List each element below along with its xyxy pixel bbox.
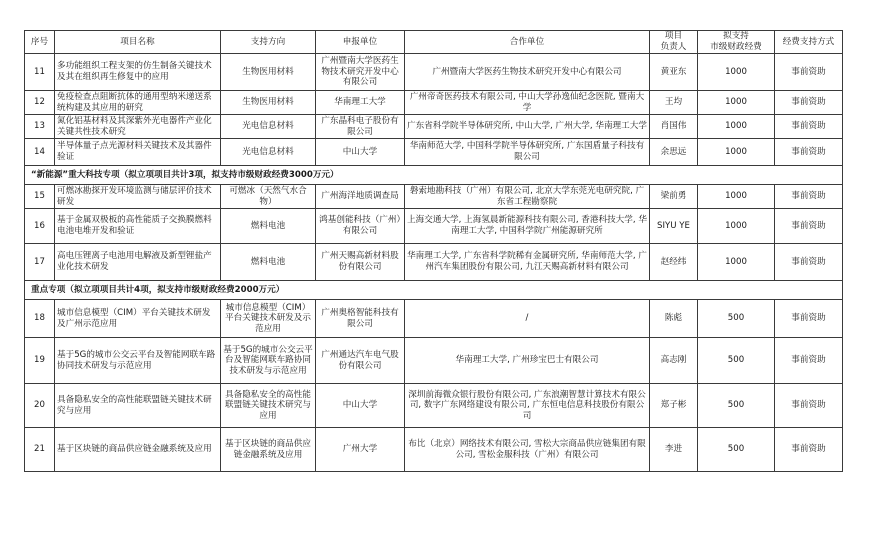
- applicant-cell: 广州通达汽车电气股份有限公司: [316, 338, 405, 384]
- header-direction: 支持方向: [221, 31, 316, 54]
- method-cell: 事前资助: [775, 91, 843, 115]
- table-row: [25, 300, 843, 338]
- partners-cell: 广东省科学院半导体研究所, 中山大学, 广州大学, 华南理工大学: [405, 115, 650, 139]
- direction-cell: 生物医用材料: [221, 54, 316, 91]
- method-cell: 事前资助: [775, 54, 843, 91]
- section-header-key-project: [25, 281, 843, 300]
- partners-cell: 广州帝奇医药技术有限公司, 中山大学孙逸仙纪念医院, 暨南大学: [405, 91, 650, 115]
- funding-cell: 1000: [698, 185, 775, 209]
- project-table: [24, 30, 843, 472]
- name-cell: 城市信息模型（CIM）平台关键技术研发及广州示范应用: [55, 300, 221, 338]
- name-cell: 高电压锂离子电池用电解液及新型锂盐产业化技术研发: [55, 244, 221, 281]
- direction-cell: 光电信息材料: [221, 115, 316, 139]
- partners-cell: 深圳前海微众银行股份有限公司, 广东浪潮智慧计算技术有限公司, 数字广东网络建设有限公司, 广东恒电信息科技股份有限公司: [405, 384, 650, 428]
- leader-cell: 高志刚: [650, 338, 698, 384]
- name-cell: 基于5G的城市公交云平台及智能网联车路协同技术研发与示范应用: [55, 338, 221, 384]
- partners-cell: 华南理工大学, 广州珍宝巴士有限公司: [405, 338, 650, 384]
- applicant-cell: 广州大学: [316, 428, 405, 472]
- applicant-cell: 广州海洋地质调查局: [316, 185, 405, 209]
- leader-cell: 肖国伟: [650, 115, 698, 139]
- name-cell: 基于金属双极板的高性能质子交换膜燃料电池电堆开发和验证: [55, 209, 221, 244]
- direction-cell: 基于区块链的商品供应链金融系统及应用: [221, 428, 316, 472]
- table-row: [25, 54, 843, 91]
- section-header-key-project-title: 重点专项（拟立项项目共计4项，拟支持市级财政经费2000万元）: [25, 281, 843, 300]
- funding-cell: 1000: [698, 244, 775, 281]
- seq-cell: 17: [25, 244, 55, 281]
- partners-cell: 华南师范大学, 中国科学院半导体研究所, 广东国盾量子科技有限公司: [405, 139, 650, 166]
- leader-cell: 赵经纬: [650, 244, 698, 281]
- table-row: [25, 209, 843, 244]
- table-header-row: [25, 31, 843, 54]
- name-cell: 基于区块链的商品供应链金融系统及应用: [55, 428, 221, 472]
- table-row: [25, 244, 843, 281]
- funding-cell: 1000: [698, 91, 775, 115]
- table-row: [25, 115, 843, 139]
- header-funding: 拟支持 市级财政经费: [698, 31, 775, 54]
- funding-cell: 1000: [698, 209, 775, 244]
- leader-cell: 李进: [650, 428, 698, 472]
- method-cell: 事前资助: [775, 384, 843, 428]
- header-method: 经费支持方式: [775, 31, 843, 54]
- project-table-sheet: [24, 30, 843, 472]
- direction-cell: 生物医用材料: [221, 91, 316, 115]
- method-cell: 事前资助: [775, 185, 843, 209]
- applicant-cell: 广州暨南大学医药生物技术研究开发中心有限公司: [316, 54, 405, 91]
- section-header-new-energy-title: “新能源”重大科技专项（拟立项项目共计3项，拟支持市级财政经费3000万元）: [25, 166, 843, 185]
- direction-cell: 具备隐私安全的高性能联盟链关键技术研究与应用: [221, 384, 316, 428]
- applicant-cell: 中山大学: [316, 139, 405, 166]
- method-cell: 事前资助: [775, 209, 843, 244]
- leader-cell: SIYU YE: [650, 209, 698, 244]
- leader-cell: 郑子彬: [650, 384, 698, 428]
- leader-cell: 陈彪: [650, 300, 698, 338]
- name-cell: 可燃冰勘探开发环境监测与储层评价技术研发: [55, 185, 221, 209]
- funding-cell: 1000: [698, 139, 775, 166]
- seq-cell: 18: [25, 300, 55, 338]
- funding-cell: 1000: [698, 54, 775, 91]
- direction-cell: 城市信息模型（CIM）平台关键技术研发及示范应用: [221, 300, 316, 338]
- method-cell: 事前资助: [775, 139, 843, 166]
- funding-cell: 500: [698, 384, 775, 428]
- leader-cell: 黄亚东: [650, 54, 698, 91]
- direction-cell: 可燃冰（天然气水合物）: [221, 185, 316, 209]
- partners-cell: 上海交通大学, 上海氢晨新能源科技有限公司, 香港科技大学, 华南理工大学, 中国科学院广州能源研究所: [405, 209, 650, 244]
- partners-cell: /: [405, 300, 650, 338]
- header-name: 项目名称: [55, 31, 221, 54]
- table-row: [25, 338, 843, 384]
- applicant-cell: 广州奥格智能科技有限公司: [316, 300, 405, 338]
- applicant-cell: 广东晶科电子股份有限公司: [316, 115, 405, 139]
- direction-cell: 基于5G的城市公交云平台及智能网联车路协同技术研发与示范应用: [221, 338, 316, 384]
- name-cell: 免疫检查点阻断抗体的通用型纳米递送系统构建及其应用的研究: [55, 91, 221, 115]
- table-row: [25, 91, 843, 115]
- name-cell: 氮化铝基材料及其深紫外光电器件产业化关键共性技术研究: [55, 115, 221, 139]
- name-cell: 半导体量子点光源材料关键技术及其器件验证: [55, 139, 221, 166]
- applicant-cell: 华南理工大学: [316, 91, 405, 115]
- header-partners: 合作单位: [405, 31, 650, 54]
- applicant-cell: 广州天赐高新材料股份有限公司: [316, 244, 405, 281]
- name-cell: 具备隐私安全的高性能联盟链关键技术研究与应用: [55, 384, 221, 428]
- funding-cell: 500: [698, 300, 775, 338]
- method-cell: 事前资助: [775, 115, 843, 139]
- seq-cell: 11: [25, 54, 55, 91]
- name-cell: 多功能组织工程支架的仿生制备关键技术及其在组织再生修复中的应用: [55, 54, 221, 91]
- seq-cell: 21: [25, 428, 55, 472]
- leader-cell: 王均: [650, 91, 698, 115]
- direction-cell: 燃料电池: [221, 209, 316, 244]
- seq-cell: 19: [25, 338, 55, 384]
- seq-cell: 16: [25, 209, 55, 244]
- direction-cell: 燃料电池: [221, 244, 316, 281]
- table-body: [25, 54, 843, 472]
- table-row: [25, 428, 843, 472]
- header-seq: 序号: [25, 31, 55, 54]
- header-applicant: 申报单位: [316, 31, 405, 54]
- table-row: [25, 139, 843, 166]
- seq-cell: 20: [25, 384, 55, 428]
- direction-cell: 光电信息材料: [221, 139, 316, 166]
- method-cell: 事前资助: [775, 338, 843, 384]
- seq-cell: 12: [25, 91, 55, 115]
- partners-cell: 华南理工大学, 广东省科学院稀有金属研究所, 华南师范大学, 广州汽车集团股份有限公司, 九江天赐高新材料有限公司: [405, 244, 650, 281]
- applicant-cell: 鸿基创能科技（广州）有限公司: [316, 209, 405, 244]
- partners-cell: 广州暨南大学医药生物技术研究开发中心有限公司: [405, 54, 650, 91]
- funding-cell: 500: [698, 338, 775, 384]
- table-row: [25, 384, 843, 428]
- seq-cell: 13: [25, 115, 55, 139]
- seq-cell: 15: [25, 185, 55, 209]
- funding-cell: 1000: [698, 115, 775, 139]
- method-cell: 事前资助: [775, 300, 843, 338]
- funding-cell: 500: [698, 428, 775, 472]
- partners-cell: 磐索地勘科技（广州）有限公司, 北京大学东莞光电研究院, 广东省工程勘察院: [405, 185, 650, 209]
- leader-cell: 余思远: [650, 139, 698, 166]
- method-cell: 事前资助: [775, 428, 843, 472]
- leader-cell: 梁前勇: [650, 185, 698, 209]
- section-header-new-energy: [25, 166, 843, 185]
- applicant-cell: 中山大学: [316, 384, 405, 428]
- method-cell: 事前资助: [775, 244, 843, 281]
- header-leader: 项目 负责人: [650, 31, 698, 54]
- partners-cell: 布比（北京）网络技术有限公司, 雪松大宗商品供应链集团有限公司, 雪松金服科技（广州）有限公司: [405, 428, 650, 472]
- table-row: [25, 185, 843, 209]
- seq-cell: 14: [25, 139, 55, 166]
